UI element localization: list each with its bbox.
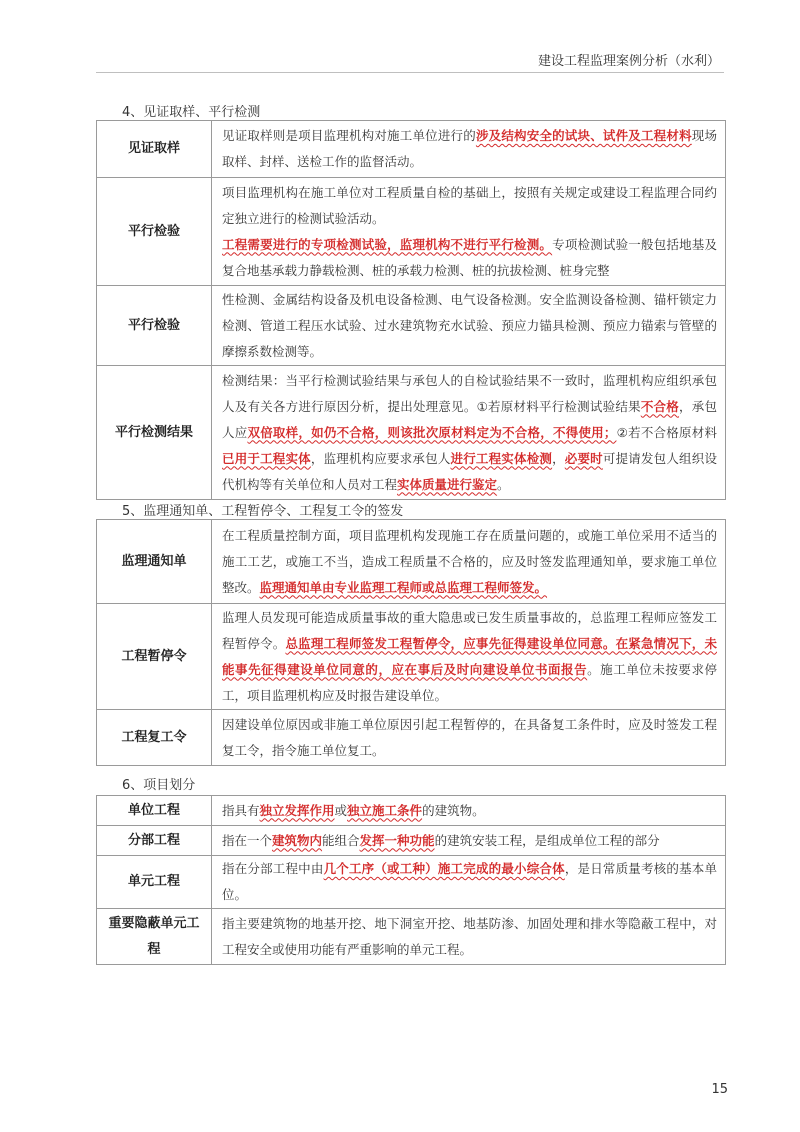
body-text: 的建筑物。	[422, 802, 485, 818]
highlighted-text: 涉及结构安全的试块、试件及工程材料	[475, 128, 692, 143]
highlighted-text: 必要时	[564, 450, 603, 466]
body-text: 性检测、金属结构设备及机电设备检测、电气设备检测。安全监测设备检测、锚杆锁定力检测、管道工程压水试验、过水建筑物充水试验、预应力锚具检测、预应力锚索与管壁的摩擦系数检测等。	[222, 291, 717, 359]
body-text: 的建筑安装工程，是组成单位工程的部分	[434, 832, 660, 848]
body-text: ②若不合格原材料	[616, 424, 717, 440]
row-content	[212, 604, 726, 710]
body-text: 检测结果：当平行检测试验结果与承包人的自检试验结果不一致时，监理机构应组织承包人及有关各方进行原因分析，提出处理意见。①若原材料平行检测试验结果	[222, 372, 717, 414]
table-section-5	[96, 519, 726, 766]
row-content	[212, 178, 726, 286]
highlighted-text: 已用于工程实体	[222, 450, 311, 466]
row-label: 监理通知单	[97, 520, 212, 604]
body-text: 。施工单位未按要求停工，项目监理机构应及时报告建设单位。	[222, 661, 717, 703]
table-row	[97, 286, 726, 366]
table-row	[97, 178, 726, 286]
highlighted-text: 工程需要进行的专项检测试验，监理机构不进行平行检测。	[222, 236, 553, 252]
section-heading: 4、见证取样、平行检测	[122, 105, 261, 120]
body-text: 见证取样则是项目监理机构对施工单位进行的	[222, 128, 476, 143]
row-label: 分部工程	[97, 826, 212, 856]
row-content	[212, 909, 726, 965]
body-text: ，承包人应	[222, 398, 717, 440]
section-heading: 5、监理通知单、工程暂停令、工程复工令的签发	[122, 504, 404, 519]
highlighted-text: 监理通知单由专业监理工程师或总监理工程师签发。	[259, 579, 548, 595]
highlighted-text: 进行工程实体检测	[450, 450, 553, 466]
highlighted-text: 发挥一种功能	[359, 832, 435, 848]
table-row	[97, 796, 726, 826]
body-text: 可提请发包人组织设代机构等有关单位和人员对工程	[222, 450, 717, 492]
table-row	[97, 604, 726, 710]
row-content	[212, 826, 726, 856]
row-content	[212, 710, 726, 766]
header-rule	[96, 72, 724, 73]
body-text: ，监理机构应要求承包人	[310, 450, 451, 466]
row-label: 单位工程	[97, 796, 212, 826]
row-label: 重要隐蔽单元工程	[97, 909, 212, 965]
highlighted-text: 独立发挥作用	[259, 802, 335, 818]
body-text: 现场取样、封样、送检工作的监督活动。	[222, 128, 717, 169]
body-text: 在工程质量控制方面，项目监理机构发现施工存在质量问题的，或施工单位采用不适当的施工工艺，或施工不当，造成工程质量不合格的，应及时签发监理通知单，要求施工单位整改。	[222, 527, 717, 595]
table-section-6	[96, 795, 726, 965]
table-section-4	[96, 120, 726, 500]
row-content	[212, 856, 726, 909]
body-text: 。	[497, 476, 510, 492]
highlighted-text: 总监理工程师签发工程暂停令，应事先征得建设单位同意。在紧急情况下，未能事先征得建设单位同意的，应在事后及时向建设单位书面报告	[222, 635, 717, 677]
row-label: 见证取样	[97, 121, 212, 178]
row-label: 平行检验	[97, 178, 212, 286]
row-content	[212, 520, 726, 604]
highlighted-text: 建筑物内	[272, 832, 323, 848]
row-label: 工程复工令	[97, 710, 212, 766]
body-text: 专项检测试验一般包括地基及复合地基承载力静载检测、桩的承载力检测、桩的抗拔检测、桩身完整	[222, 236, 717, 278]
body-text: 能组合	[322, 832, 360, 848]
body-text: 因建设单位原因或非施工单位原因引起工程暂停的，在具备复工条件时，应及时签发工程复工令，指令施工单位复工。	[222, 716, 717, 758]
table-row	[97, 909, 726, 965]
row-content	[212, 286, 726, 366]
body-text: 监理人员发现可能造成质量事故的重大隐患或已发生质量事故的，总监理工程师应签发工程暂停令。	[222, 609, 717, 651]
table-row	[97, 366, 726, 500]
row-label: 单元工程	[97, 856, 212, 909]
highlighted-text: 不合格	[640, 398, 680, 414]
table-row	[97, 520, 726, 604]
table-row	[97, 121, 726, 178]
row-content	[212, 121, 726, 178]
header-title: 建设工程监理案例分析（水利）	[537, 54, 720, 69]
table-row	[97, 826, 726, 856]
body-text: ，是日常质量考核的基本单位。	[222, 861, 717, 902]
highlighted-text: 双倍取样，如仍不合格，则该批次原材料定为不合格，不得使用；	[247, 424, 617, 440]
body-text: 指在一个	[222, 832, 273, 848]
row-label: 工程暂停令	[97, 604, 212, 710]
row-content	[212, 366, 726, 500]
body-text: ，	[552, 450, 565, 466]
body-text: 或	[334, 802, 348, 818]
body-text: 指具有	[222, 802, 260, 818]
body-text: 项目监理机构在施工单位对工程质量自检的基础上，按照有关规定或建设工程监理合同约定独立进行的检测试验活动。	[222, 184, 717, 226]
section-heading: 6、项目划分	[122, 778, 196, 793]
row-content	[212, 796, 726, 826]
table-row	[97, 856, 726, 909]
highlighted-text: 几个工序（或工种）施工完成的最小综合体	[323, 861, 565, 876]
table-row	[97, 710, 726, 766]
body-text: 指主要建筑物的地基开挖、地下洞室开挖、地基防渗、加固处理和排水等隐蔽工程中，对工程安全或使用功能有严重影响的单元工程。	[222, 915, 717, 957]
row-label: 平行检验	[97, 286, 212, 366]
page-number: 15	[711, 1082, 728, 1097]
row-label: 平行检测结果	[97, 366, 212, 500]
highlighted-text: 实体质量进行鉴定	[397, 476, 498, 492]
highlighted-text: 独立施工条件	[347, 802, 423, 818]
body-text: 指在分部工程中由	[222, 861, 324, 876]
